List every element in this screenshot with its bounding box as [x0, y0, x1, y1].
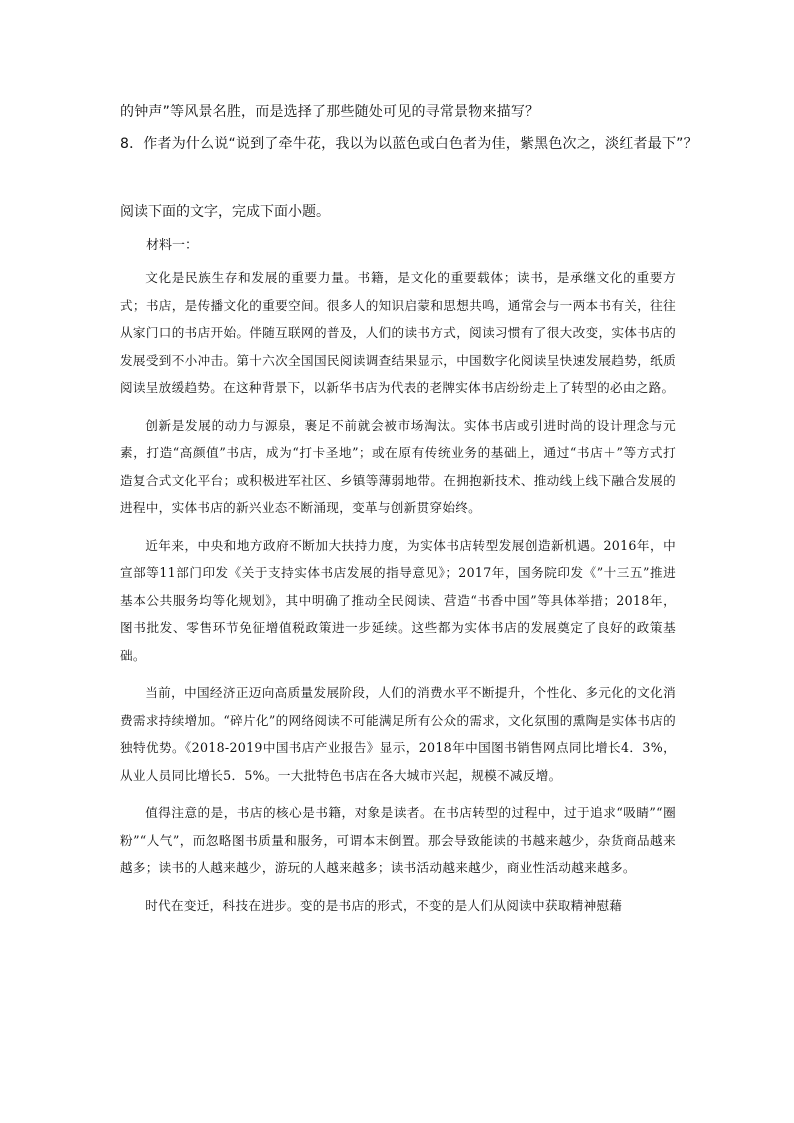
paragraph-3: 近年来，中央和地方政府不断加大扶持力度，为实体书店转型发展创造新机遇。2016年，中宣部等11部门印发《关于支持实体书店发展的指导意见》；2017年，国务院印发《”十三五”推进基本公共服务均等化规划》，其中明确了推动全民阅读、营造“书香中国”等具体举措；2018年，图书批发、零售环节免征增值税政策进一步延续。这些都为实体书店的发展奠定了良好的政策基础。 — [120, 537, 676, 663]
paragraph-1: 文化是民族生存和发展的重要力量。书籍，是文化的重要载体；读书，是承继文化的重要方式；书店，是传播文化的重要空间。很多人的知识启蒙和思想共鸣，通常会与一两本书有关，往往从家门口的书店开始。伴随互联网的普及，人们的读书方式，阅读习惯有了很大改变，实体书店的发展受到不小冲击。第十六次全国国民阅读调查结果显示，中国数字化阅读呈快速发展趋势，纸质阅读呈放缓趋势。在这种背景下，以新华书店为代表的老牌实体书店纷纷走上了转型的必由之路。 — [120, 270, 676, 395]
paragraph-5: 值得注意的是，书店的核心是书籍，对象是读者。在书店转型的过程中，过于追求“吸睛”“圈粉”“人气”，而忽略图书质量和服务，可谓本末倒置。那会导致能读的书越来越少，杂货商品越来越多；读书的人越来越少，游玩的人越来越多；读书活动越来越少，商业性活动越来越多。 — [120, 805, 676, 875]
material-one-body — [120, 264, 676, 919]
paragraph-6: 时代在变迁，科技在进步。变的是书店的形式，不变的是人们从阅读中获取精神慰藉 — [145, 897, 623, 913]
question-7-continuation: 的钟声”等风景名胜，而是选择了那些随处可见的寻常景物来描写？ — [120, 104, 540, 120]
paragraph-2: 创新是发展的动力与源泉，裹足不前就会被市场淘汰。实体书店或引进时尚的设计理念与元素，打造“高颜值”书店，成为“打卡圣地”；或在原有传统业务的基础上，通过“书店＋”等方式打造复合式文化平台；或积极进军社区、乡镇等薄弱地带。在拥抱新技术、推动线上线下融合发展的进程中，实体书店的新兴业态不断涌现，变革与创新贯穿始终。 — [120, 417, 676, 515]
reading-instruction: 阅读下面的文字，完成下面小题。 — [120, 204, 330, 220]
question-8: 8．作者为什么说“说到了牵牛花，我以为以蓝色或白色者为佳，紫黑色次之，淡红者最下”？ — [120, 136, 698, 152]
paragraph-4: 当前，中国经济正迈向高质量发展阶段，人们的消费水平不断提升，个性化、多元化的文化消费需求持续增加。“碎片化”的网络阅读不可能满足所有公众的需求，文化氛围的熏陶是实体书店的独特优势。《2018-2019中国书店产业报告》显示，2018年中国图书销售网点同比增长4．3%，从业人员同比增长5．5%。一大批特色书店在各大城市兴起，规模不减反增。 — [120, 685, 676, 783]
material-one-label: 材料一： — [146, 238, 199, 253]
